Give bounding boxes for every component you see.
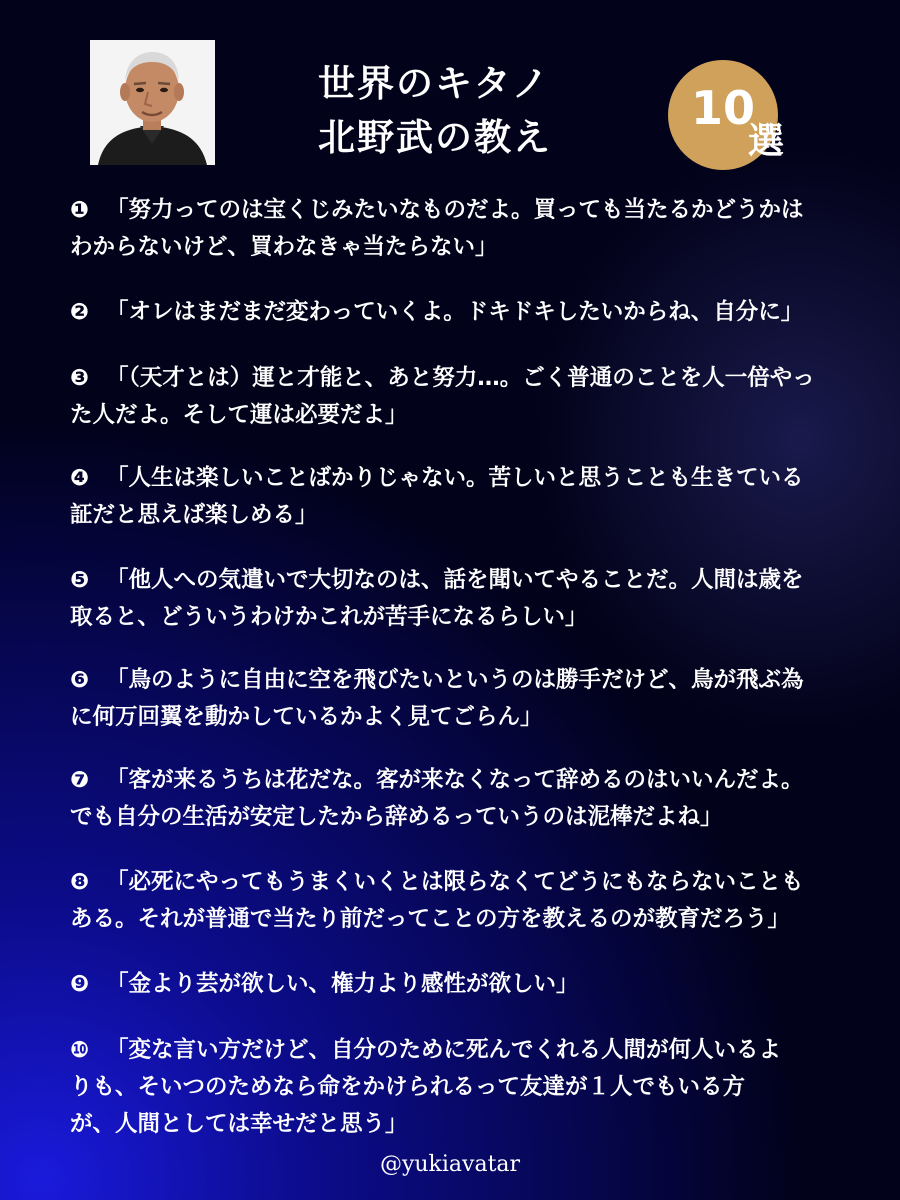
quote-text-line: 取ると、どういうわけかこれが苦手になるらしい」	[70, 604, 588, 630]
quote-number: ❹	[70, 465, 90, 491]
title-line-2: 北野武の教え	[318, 116, 552, 159]
portrait-photo	[90, 40, 215, 165]
quote-text-line: 「人生は楽しいことばかりじゃない。苦しいと思うことも生きている	[106, 465, 804, 491]
quote-text-line: でも自分の生活が安定したから辞めるっていうのは泥棒だよね」	[70, 804, 723, 830]
quote-text-line: りも、そいつのためなら命をかけられるって友達が１人でもいる方	[70, 1074, 746, 1100]
title-line-1: 世界のキタノ	[318, 62, 551, 105]
quote-item-8	[70, 864, 860, 938]
quote-text-line: 「努力ってのは宝くじみたいなものだよ。買っても当たるかどうかは	[106, 197, 804, 223]
quote-text-line: わからないけど、買わなきゃ当たらない」	[70, 234, 498, 260]
quote-number: ❿	[70, 1037, 90, 1063]
quote-text-line: 「他人への気遣いで大切なのは、話を聞いてやることだ。人間は歳を	[106, 567, 804, 593]
badge-number: 10	[690, 81, 755, 135]
quote-text-line: 「金より芸が欲しい、権力より感性が欲しい」	[106, 971, 579, 997]
quote-item-4	[70, 460, 860, 534]
quote-item-10	[70, 1032, 860, 1143]
quote-item-1	[70, 192, 860, 266]
quote-number: ❼	[70, 767, 90, 793]
person-portrait-icon	[90, 40, 215, 165]
author-credit: @yukiavatar	[379, 1152, 521, 1177]
quote-text-line: が、人間としては幸せだと思う」	[70, 1111, 408, 1137]
quote-text-line: た人だよ。そして運は必要だよ」	[70, 402, 408, 428]
quote-number: ❺	[70, 567, 90, 593]
quote-text-line: に何万回翼を動かしているかよく見てごらん」	[70, 704, 543, 730]
quote-number: ❸	[70, 365, 90, 391]
quote-number: ❽	[70, 869, 90, 895]
quote-text-line: 「鳥のように自由に空を飛びたいというのは勝手だけど、鳥が飛ぶ為	[106, 667, 804, 693]
quote-item-3	[70, 360, 860, 434]
quote-text-line: 証だと思えば楽しめる」	[70, 502, 318, 528]
quote-text-line: ある。それが普通で当たり前だってことの方を教えるのが教育だろう」	[70, 906, 791, 932]
quote-text-line: 「変な言い方だけど、自分のために死んでくれる人間が何人いるよ	[106, 1037, 782, 1063]
quote-item-9	[70, 966, 860, 1003]
quote-item-2	[70, 294, 860, 331]
quote-item-5	[70, 562, 860, 636]
quote-number: ❷	[70, 299, 90, 325]
quote-text-line: 「必死にやってもうまくいくとは限らなくてどうにもならないことも	[106, 869, 804, 895]
quote-text-line: 「（天才とは）運と才能と、あと努力…。ごく普通のことを人一倍やっ	[106, 365, 815, 391]
quote-number: ❻	[70, 667, 90, 693]
quote-text-line: 「オレはまだまだ変わっていくよ。ドキドキしたいからね、自分に」	[106, 299, 804, 325]
quote-number: ❶	[70, 197, 90, 223]
quote-item-6	[70, 662, 860, 736]
quote-text-line: 「客が来るうちは花だな。客が来なくなって辞めるのはいいんだよ。	[106, 767, 804, 793]
badge-label: 選	[748, 121, 785, 162]
quote-number: ❾	[70, 971, 90, 997]
quote-item-7	[70, 762, 860, 836]
